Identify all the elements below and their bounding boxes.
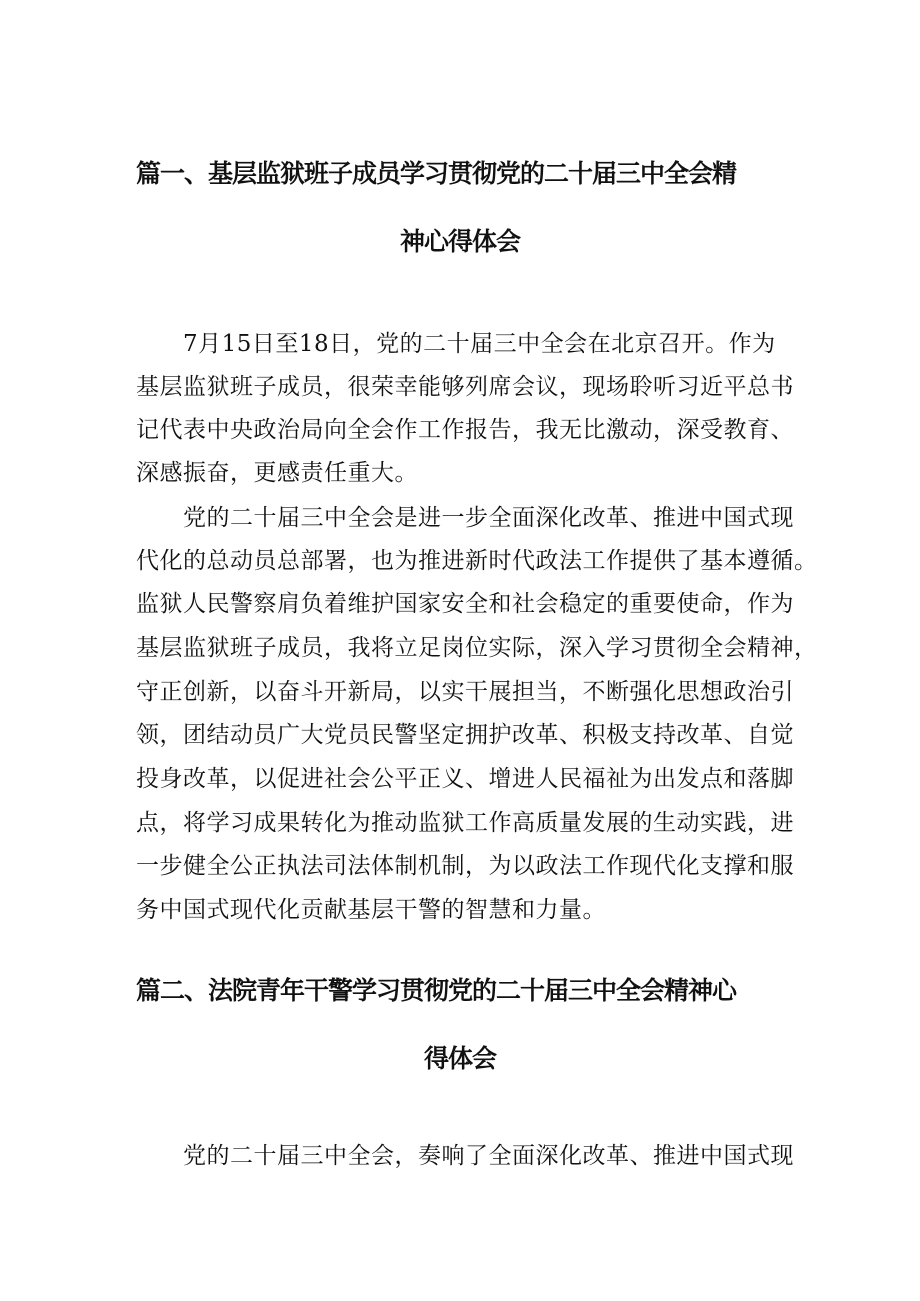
section2-title-line1: 篇二、法院青年干警学习贯彻党的二十届三中全会精神心: [136, 976, 737, 1005]
body-line: 守正创新，以奋斗开新局，以实干展担当，不断强化思想政治引: [136, 679, 794, 705]
body-line: 代化的总动员总部署，也为推进新时代政法工作提供了基本遵循。: [136, 548, 818, 574]
body-line: 记代表中央政治局向全会作工作报告，我无比激动，深受教育、: [136, 417, 794, 443]
body-line: 领，团结动员广大党员民警坚定拥护改革、积极支持改革、自觉: [136, 722, 794, 748]
section1-title-line2: 神心得体会: [399, 227, 520, 256]
body-line: 投身改革，以促进社会公平正义、增进人民福祉为出发点和落脚: [136, 766, 794, 792]
body-line: 基层监狱班子成员，很荣幸能够列席会议，现场聆听习近平总书: [136, 374, 794, 400]
body-line: 党的二十届三中全会是进一步全面深化改革、推进中国式现: [183, 505, 794, 531]
body-line: 党的二十届三中全会，奏响了全面深化改革、推进中国式现: [183, 1143, 794, 1169]
body-line: 基层监狱班子成员，我将立足岗位实际，深入学习贯彻全会精神，: [136, 635, 818, 661]
body-line: 深感振奋，更感责任重大。: [136, 460, 418, 486]
section1-title-line1: 篇一、基层监狱班子成员学习贯彻党的二十届三中全会精: [136, 159, 737, 188]
section2-title-line2: 得体会: [423, 1044, 496, 1073]
body-line: 点，将学习成果转化为推动监狱工作高质量发展的生动实践，进: [136, 810, 794, 836]
body-line: 监狱人民警察肩负着维护国家安全和社会稳定的重要使命，作为: [136, 591, 794, 617]
body-line: 务中国式现代化贡献基层干警的智慧和力量。: [136, 897, 606, 923]
body-line: 一步健全公正执法司法体制机制，为以政法工作现代化支撑和服: [136, 853, 794, 879]
body-line: 7月15日至18日，党的二十届三中全会在北京召开。作为: [183, 331, 776, 357]
